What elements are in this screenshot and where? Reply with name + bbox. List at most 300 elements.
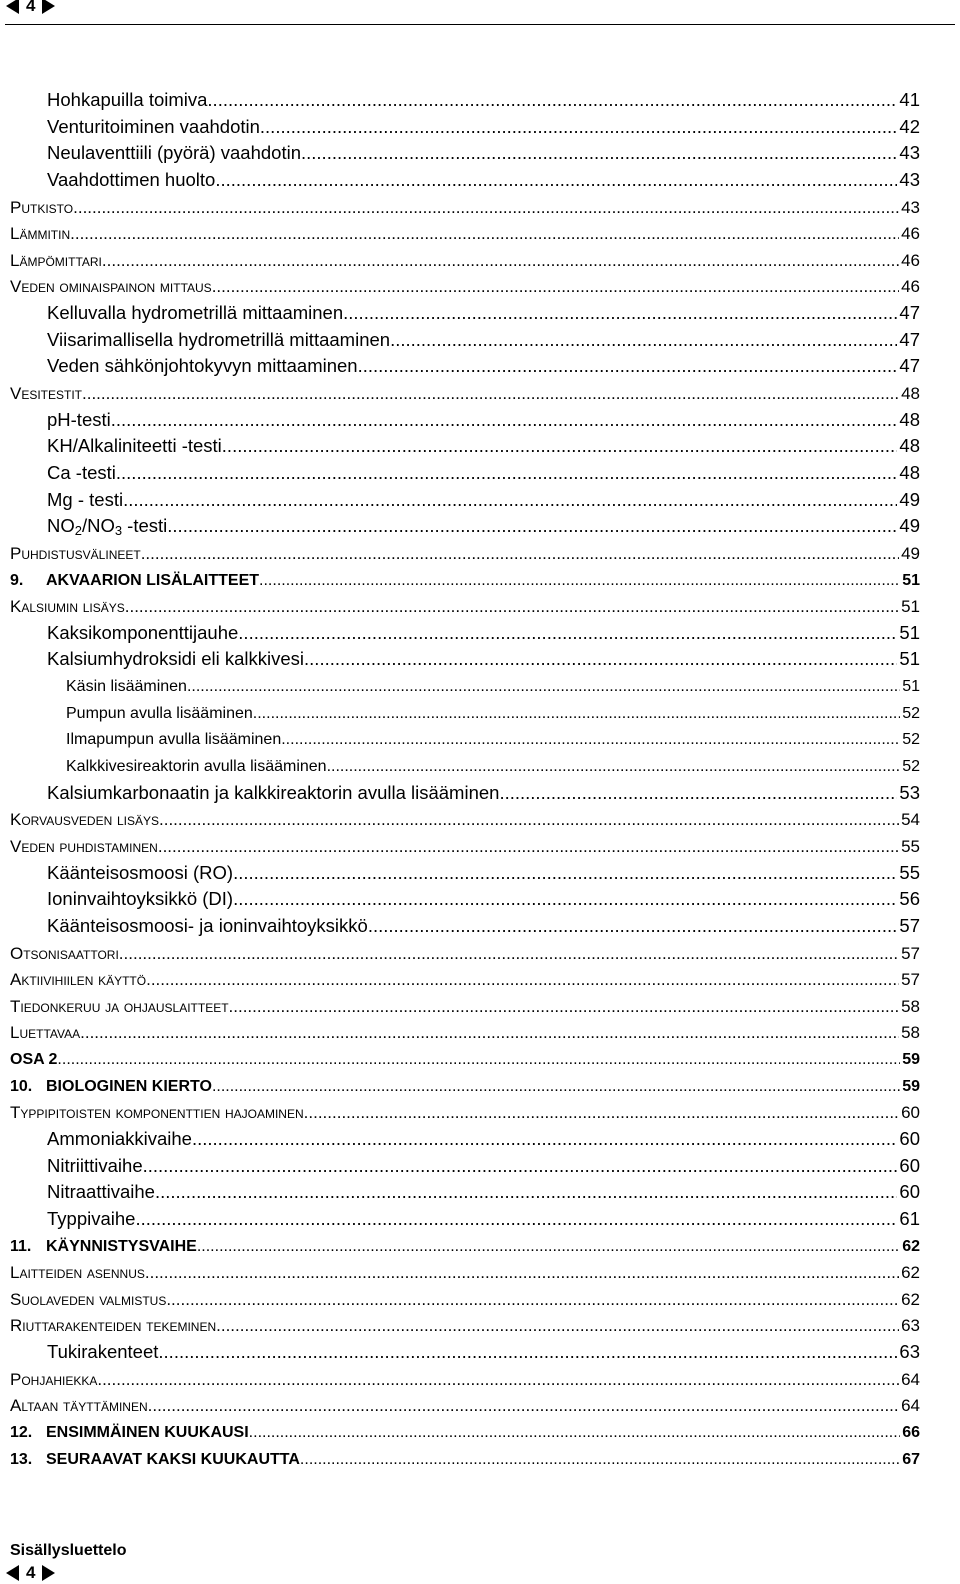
toc-entry-label [47,141,301,165]
toc-entry[interactable] [10,1312,920,1339]
toc-entry-text: OSA 2 [10,1051,58,1069]
toc-entry-text: Kelluvalla hydrometrillä mittaaminen [47,302,344,324]
toc-entry-text: BIOLOGINEN KIERTO [46,1077,212,1095]
toc-entry[interactable] [47,913,920,940]
toc-entry[interactable] [47,886,920,913]
toc-row [0,114,960,141]
toc-entry-page: 47 [899,328,920,350]
toc-entry-text: Kalkkivesireaktorin avulla lisääminen [66,758,327,776]
toc-entry-text: Käänteisosmoosi (RO) [47,861,234,883]
toc-row [0,1259,960,1286]
dot-leader [207,88,897,112]
toc-entry[interactable] [10,1073,920,1100]
toc-entry-label [10,197,73,219]
toc-entry-page: 67 [902,1450,920,1468]
toc-entry-text: Nitraattivaihe [47,1181,155,1203]
toc-entry-label [47,301,343,325]
toc-entry-label [47,88,207,112]
toc-entry-subscript: 3 [114,523,123,539]
toc-entry[interactable] [10,806,920,833]
dot-leader [143,1154,898,1178]
toc-entry-text: Veden puhdistaminen [10,836,158,856]
toc-row [0,1419,960,1446]
toc-entry[interactable] [47,433,920,460]
toc-row [0,1206,960,1233]
toc-row [0,940,960,967]
toc-entry[interactable] [10,940,920,967]
toc-entry[interactable] [47,646,920,673]
toc-entry-text: Ilmapumpun avulla lisääminen [66,731,282,749]
toc-entry-number: 10. [10,1077,33,1095]
dot-leader [301,141,897,165]
toc-entry-page: 55 [899,861,920,883]
header-rule [5,24,955,25]
toc-entry-text: Aktiivihiilen käyttö [10,970,147,990]
toc-row [0,1099,960,1126]
toc-entry-page: 46 [901,277,920,297]
toc-entry[interactable] [10,1446,920,1473]
toc-entry-label [47,621,238,645]
toc-entry-text: Veden ominaispainon mittaus [10,277,212,297]
toc-entry[interactable] [10,993,920,1020]
toc-entry-label [10,276,212,298]
toc-entry-page: 51 [899,648,920,670]
dot-leader [148,1395,899,1417]
toc-entry-label [47,1340,158,1364]
toc-entry[interactable] [10,380,920,407]
dot-leader [73,197,899,219]
toc-entry-label [10,570,259,592]
toc-entry[interactable] [47,407,920,434]
toc-entry[interactable] [10,1259,920,1286]
toc-entry-label [47,168,215,192]
dot-leader [70,223,899,245]
toc-row [0,513,960,540]
toc-entry[interactable] [10,1286,920,1313]
toc-entry-label [10,223,70,245]
toc-entry-text: Pumpun avulla lisääminen [66,704,253,722]
toc-row [0,1233,960,1260]
dot-leader [222,434,898,458]
toc-entry-label [10,1236,197,1258]
toc-entry[interactable] [66,700,920,727]
toc-entry-label [47,1154,143,1178]
toc-entry-label [47,354,358,378]
previous-page-icon[interactable] [6,0,19,14]
toc-entry-text: pH-testi [47,408,111,430]
toc-entry-page: 64 [901,1396,920,1416]
dot-leader [281,729,900,751]
toc-entry-page: 51 [902,571,920,589]
toc-entry-page: 49 [901,543,920,563]
toc-entry-text: Hohkapuilla toimiva [47,89,208,110]
toc-entry-label [10,1369,97,1391]
dot-leader [57,1049,900,1071]
toc-entry-page: 55 [901,836,920,856]
toc-entry-page: 51 [899,621,920,643]
toc-entry[interactable] [10,593,920,620]
toc-row [0,1446,960,1473]
toc-entry-page: 62 [902,1237,920,1255]
toc-entry-page: 48 [899,435,920,457]
toc-entry-page: 48 [899,408,920,430]
toc-entry-label [10,1422,249,1444]
toc-row [0,380,960,407]
toc-entry-text: Viisarimallisella hydrometrillä mittaaminen [47,328,391,350]
toc-entry[interactable] [10,1233,920,1260]
toc-entry-page: 63 [899,1341,920,1363]
toc-row [0,860,960,887]
toc-entry-label [10,543,141,565]
toc-entry[interactable] [47,353,920,380]
dot-leader [229,996,900,1018]
toc-row [0,327,960,354]
toc-entry[interactable] [10,194,920,221]
toc-row [0,167,960,194]
toc-entry-text: Veden sähkönjohtokyvyn mittaaminen [47,355,358,377]
toc-entry-text: Kalsiumin lisäys [10,597,125,617]
dot-leader [249,1422,901,1444]
toc-entry-label [47,647,304,671]
toc-entry-page: 51 [901,597,920,617]
toc-entry[interactable] [10,567,920,594]
dot-leader [167,514,897,538]
toc-entry[interactable] [47,460,920,487]
dot-leader [102,250,899,272]
toc-entry-text: Lämmitin [10,224,71,244]
toc-row [0,1126,960,1153]
toc-row [0,753,960,780]
toc-entry-label [10,836,158,858]
toc-entry-label [47,328,390,352]
dot-leader [155,1180,897,1204]
toc-entry-page: 51 [902,678,920,696]
toc-entry[interactable] [10,273,920,300]
toc-entry-label [10,1102,304,1124]
toc-entry-label [47,887,233,911]
toc-entry-label [66,703,253,725]
toc-entry[interactable] [10,1392,920,1419]
toc-entry-page: 60 [901,1103,920,1123]
toc-entry-page: 59 [902,1077,920,1095]
toc-row [0,1019,960,1046]
toc-row [0,87,960,114]
toc-entry[interactable] [47,780,920,807]
toc-entry-page: 60 [899,1181,920,1203]
toc-entry-label [47,1180,155,1204]
toc-entry-text: Ioninvaihtoyksikkö (DI) [47,888,234,910]
dot-leader [300,1449,900,1471]
toc-row [0,353,960,380]
toc-entry-page: 49 [899,488,920,510]
toc-entry[interactable] [47,300,920,327]
toc-entry-text: Typpivaihe [47,1207,136,1229]
page-nav-top [6,0,55,17]
toc-entry[interactable] [10,1019,920,1046]
toc-entry-label [10,996,229,1018]
toc-entry[interactable] [10,1099,920,1126]
toc-entry-text: Typpipitoisten komponenttien hajoaminen [10,1103,304,1123]
dot-leader [125,596,899,618]
toc-entry-text: Lämpömittari [10,250,102,270]
toc-entry-text: Putkisto [10,197,74,217]
toc-row [0,273,960,300]
dot-leader [158,836,899,858]
dot-leader [343,301,897,325]
toc-entry-page: 58 [901,1023,920,1043]
toc-entry-label [10,809,159,831]
toc-entry-page: 46 [901,224,920,244]
toc-row [0,1046,960,1073]
toc-row [0,194,960,221]
toc-entry-text: SEURAAVAT KAKSI KUUKAUTTA [46,1450,300,1468]
toc-entry-page: 52 [902,731,920,749]
toc-entry-text: Kaksikomponenttijauhe [47,621,239,643]
toc-entry-text: AKVAARION LISÄLAITTEET [46,571,260,589]
toc-entry[interactable] [10,966,920,993]
toc-row [0,247,960,274]
toc-entry-page: 52 [902,704,920,722]
toc-entry-label [10,1449,300,1471]
toc-row [0,1286,960,1313]
page-nav-bottom [6,1562,55,1584]
dot-leader [368,914,898,938]
toc-entry-text: Laitteiden asennus [10,1263,145,1283]
toc-entry-page: 64 [901,1369,920,1389]
toc-entry[interactable] [10,833,920,860]
toc-entry[interactable] [66,726,920,753]
footer-title: Sisällysluettelo [10,1542,127,1559]
toc-row [0,1392,960,1419]
toc-entry-text: KÄYNNISTYSVAIHE [46,1237,197,1255]
toc-entry[interactable] [10,1419,920,1446]
toc-row [0,567,960,594]
toc-entry-label [10,1049,57,1071]
toc-entry-label [66,676,187,698]
toc-entry[interactable] [10,1366,920,1393]
dot-leader [119,943,899,965]
toc-entry-text: ENSIMMÄINEN KUUKAUSI [46,1424,249,1442]
toc-row [0,220,960,247]
toc-entry-page: 60 [899,1127,920,1149]
toc-entry-page: 57 [901,970,920,990]
toc-row [0,833,960,860]
dot-leader [212,276,899,298]
dot-leader [80,1022,899,1044]
toc-entry[interactable] [47,513,920,540]
dot-leader [259,570,900,592]
toc-row [0,886,960,913]
toc-entry[interactable] [47,860,920,887]
toc-entry-label [10,596,125,618]
toc-entry-number: 9. [10,571,24,589]
toc-entry-text: KH/Alkaliniteetti -testi [47,435,222,457]
toc-entry-page: 57 [899,914,920,936]
toc-entry-page: 43 [899,142,920,164]
toc-entry-page: 47 [899,355,920,377]
toc-entry-text: Riuttarakenteiden tekeminen [10,1316,217,1336]
toc-row [0,300,960,327]
dot-leader [212,1076,900,1098]
toc-entry-text: Vaahdottimen huolto [47,168,216,190]
dot-leader [145,1262,899,1284]
dot-leader [111,408,898,432]
dot-leader [192,1127,897,1151]
toc-row [0,780,960,807]
toc-row [0,726,960,753]
dot-leader [327,756,901,778]
toc-entry-label [10,1262,145,1284]
previous-page-icon[interactable] [6,1565,19,1581]
toc-entry-number: 13. [10,1450,33,1468]
toc-entry-label [10,943,119,965]
toc-entry-page: 41 [899,89,920,110]
toc-entry-text: /NO [81,515,115,537]
toc-entry-label [47,488,123,512]
toc-row [0,1339,960,1366]
toc-entry[interactable] [47,140,920,167]
dot-leader [146,969,899,991]
toc-entry-label [10,969,146,991]
next-page-icon[interactable] [42,1565,55,1581]
toc-entry-page: 66 [902,1424,920,1442]
toc-entry-label [47,514,167,538]
dot-leader [238,621,897,645]
toc-entry[interactable] [47,1126,920,1153]
toc-row [0,407,960,434]
dot-leader [116,461,898,485]
toc-entry[interactable] [47,1179,920,1206]
dot-leader [233,887,897,911]
toc-entry-label [10,1076,212,1098]
toc-entry-label [10,1289,166,1311]
toc-entry-page: 56 [899,888,920,910]
toc-row [0,487,960,514]
toc-entry-text: Käänteisosmoosi- ja ioninvaihtoyksikkö [47,914,368,936]
toc-entry[interactable] [47,114,920,141]
toc-entry-text: Venturitoiminen vaahdotin [47,115,260,137]
toc-entry-page: 42 [899,115,920,137]
toc-entry-text: NO [47,515,75,537]
toc-entry[interactable] [10,540,920,567]
toc-row [0,1153,960,1180]
toc-entry-text: Altaan täyttäminen [10,1396,148,1416]
toc-row [0,593,960,620]
toc-entry-label [10,1022,80,1044]
toc-row [0,806,960,833]
toc-entry[interactable] [47,487,920,514]
toc-row [0,966,960,993]
toc-entry-page: 57 [901,943,920,963]
toc-row [0,1179,960,1206]
toc-row [0,673,960,700]
toc-entry[interactable] [47,87,920,114]
page-number: 4 [26,0,36,15]
toc-row [0,620,960,647]
toc-entry-text: Mg - testi [47,488,124,510]
toc-entry-label [47,408,111,432]
toc-entry-page: 58 [901,996,920,1016]
toc-entry-text: Käsin lisääminen [66,678,187,696]
toc-entry-page: 59 [902,1051,920,1069]
toc-row [0,540,960,567]
toc-entry-label [47,914,368,938]
toc-entry-label [66,756,327,778]
toc-row [0,1366,960,1393]
dot-leader [135,1207,897,1231]
toc-entry-text: Kalsiumkarbonaatin ja kalkkireaktorin avulla lisääminen [47,781,500,803]
toc-entry-text: Puhdistusvälineet [10,543,141,563]
toc-entry-page: 47 [899,302,920,324]
toc-entry-label [10,1395,148,1417]
toc-row [0,646,960,673]
toc-entry-label [47,1127,192,1151]
toc-entry-text: Tiedonkeruu ja ohjauslaitteet [10,996,229,1016]
toc-entry[interactable] [10,220,920,247]
toc-entry[interactable] [47,167,920,194]
toc-entry-page: 62 [901,1289,920,1309]
dot-leader [253,703,900,725]
toc-entry-text: -testi [122,515,168,537]
toc-entry-label [47,1207,135,1231]
toc-entry[interactable] [47,1153,920,1180]
toc-entry[interactable] [66,753,920,780]
toc-entry[interactable] [47,327,920,354]
toc-entry-text: Nitriittivaihe [47,1154,143,1176]
toc-row [0,433,960,460]
toc-entry[interactable] [47,620,920,647]
table-of-contents [0,87,960,1472]
toc-entry-label [47,115,260,139]
toc-entry[interactable] [47,1206,920,1233]
toc-entry-label [10,250,102,272]
dot-leader [233,861,897,885]
dot-leader [215,168,897,192]
toc-entry[interactable] [47,1339,920,1366]
toc-entry-text: Vesitestit [10,384,83,404]
toc-entry-page: 52 [902,758,920,776]
toc-row [0,993,960,1020]
toc-entry-text: Ca -testi [47,461,116,483]
toc-entry-number: 11. [10,1237,32,1255]
toc-entry-page: 43 [899,168,920,190]
toc-entry[interactable] [10,247,920,274]
toc-entry-page: 48 [901,384,920,404]
dot-leader [159,809,899,831]
toc-entry-label [47,434,222,458]
toc-entry-text: Suolaveden valmistus [10,1289,167,1309]
dot-leader [123,488,897,512]
dot-leader [158,1340,897,1364]
next-page-icon[interactable] [42,0,55,14]
toc-entry-label [10,383,82,405]
toc-entry-text: Kalsiumhydroksidi eli kalkkivesi [47,648,305,670]
toc-entry-text: Neulaventtiili (pyörä) vaahdotin [47,142,301,164]
toc-entry[interactable] [10,1046,920,1073]
toc-entry-page: 63 [901,1316,920,1336]
toc-entry-label [47,861,233,885]
dot-leader [216,1315,899,1337]
dot-leader [141,543,899,565]
dot-leader [390,328,897,352]
toc-entry[interactable] [66,673,920,700]
toc-entry-label [47,461,116,485]
toc-row [0,700,960,727]
toc-row [0,460,960,487]
toc-entry-label [66,729,281,751]
dot-leader [166,1289,899,1311]
toc-entry-page: 43 [901,197,920,217]
